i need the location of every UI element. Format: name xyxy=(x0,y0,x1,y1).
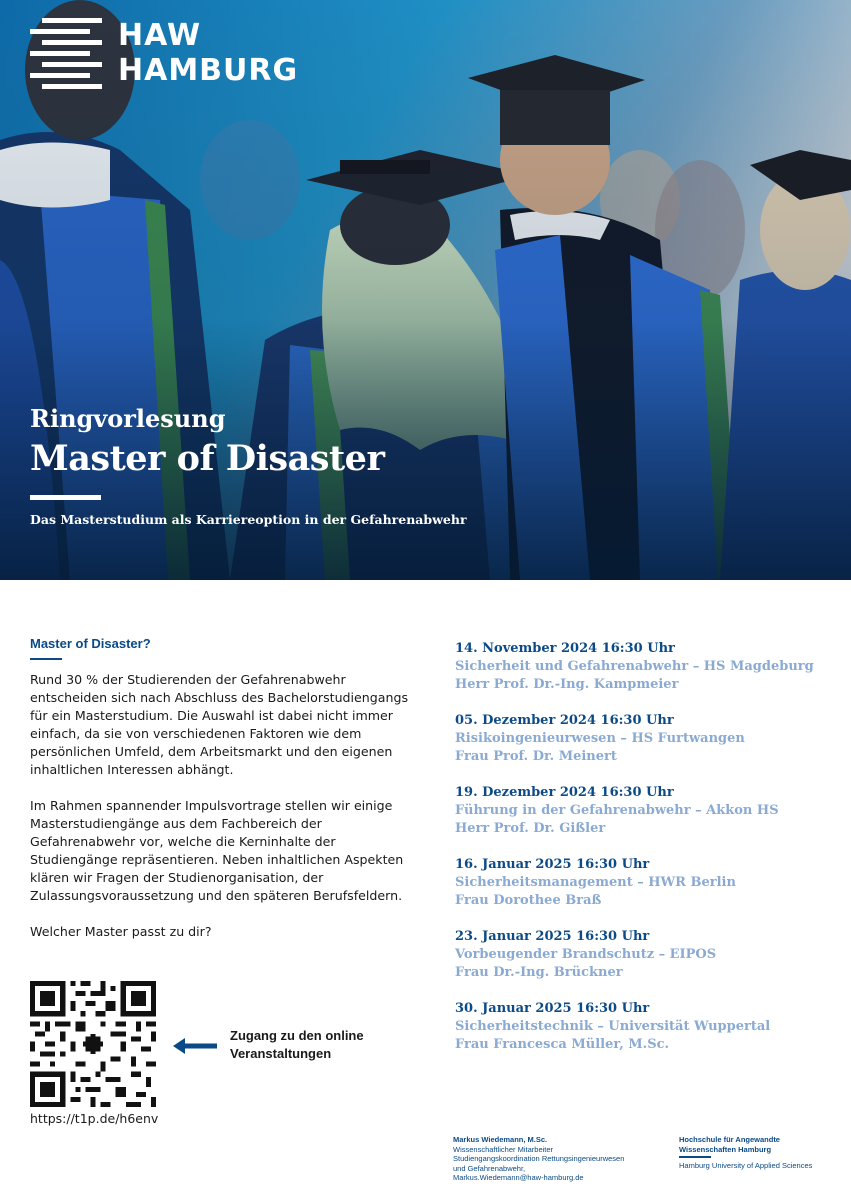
uni-divider xyxy=(679,1156,711,1158)
contact-dept-line2: und Gefahrenabwehr, xyxy=(453,1163,526,1173)
event-item xyxy=(455,784,835,856)
contact-dept-line1: Studiengangskoordination Rettungsingenieurwesen xyxy=(453,1154,625,1163)
event-topic: Führung in der Gefahrenabwehr – Akkon HS xyxy=(455,803,779,818)
event-date: 23. Januar 2025 16:30 Uhr xyxy=(455,929,650,944)
event-item xyxy=(455,928,835,1000)
contact-role: Wissenschaftlicher Mitarbeiter xyxy=(453,1144,554,1154)
logo-text-line2: HAMBURG xyxy=(118,53,299,88)
event-date: 19. Dezember 2024 16:30 Uhr xyxy=(455,785,674,800)
footer-contact xyxy=(453,1135,653,1183)
event-item xyxy=(455,856,835,928)
event-topic: Sicherheitsmanagement – HWR Berlin xyxy=(455,875,736,890)
event-date: 14. November 2024 16:30 Uhr xyxy=(455,641,675,656)
qr-label: Zugang zu den online Veranstaltungen xyxy=(230,1028,364,1061)
uni-name-line2: Wissenschaften Hamburg xyxy=(679,1144,772,1154)
event-date: 16. Januar 2025 16:30 Uhr xyxy=(455,857,650,872)
event-topic: Risikoingenieurwesen – HS Furtwangen xyxy=(455,731,745,746)
hero-title-small: Ringvorlesung xyxy=(30,404,226,433)
logo-text-line1: HAW xyxy=(118,18,202,53)
haw-hamburg-logo xyxy=(30,18,320,92)
event-item xyxy=(455,1000,835,1072)
hero-banner xyxy=(0,0,851,580)
qr-code-icon[interactable] xyxy=(30,981,156,1107)
contact-name: Markus Wiedemann, M.Sc. xyxy=(453,1135,548,1144)
event-topic: Vorbeugender Brandschutz – EIPOS xyxy=(455,947,717,962)
event-speaker: Herr Prof. Dr. Gißler xyxy=(455,821,606,836)
contact-email-link[interactable]: Markus.Wiedemann@haw-hamburg.de xyxy=(453,1173,584,1182)
intro-paragraph-2: Im Rahmen spannender Impulsvortrage stellen wir einige Masterstudiengänge aus dem Fachbereich der Gefahrenabwehr vor, welche die Kerninhalte der Studiengänge repräsentieren. Neben inhaltlichen Aspekten klären wir Fragen der Studienorganisation, der Zulassungsvoraussetzung und den späteren Berufsfeldern. xyxy=(30,798,404,903)
event-item xyxy=(455,640,835,712)
uni-name-english: Hamburg University of Applied Sciences xyxy=(679,1161,813,1170)
event-speaker: Frau Dr.-Ing. Brückner xyxy=(455,965,623,980)
hero-subtitle: Das Masterstudium als Karriereoption in der Gefahrenabwehr xyxy=(30,512,467,527)
events-list xyxy=(455,640,835,1072)
event-speaker: Frau Francesca Müller, M.Sc. xyxy=(455,1037,670,1052)
event-item xyxy=(455,712,835,784)
intro-divider xyxy=(30,658,62,660)
event-topic: Sicherheitstechnik – Universität Wuppertal xyxy=(455,1019,771,1034)
qr-url-link[interactable]: https://t1p.de/h6env xyxy=(30,1111,159,1126)
hero-divider xyxy=(30,495,101,500)
intro-paragraph-3: Welcher Master passt zu dir? xyxy=(30,924,212,939)
event-speaker: Frau Dorothee Braß xyxy=(455,893,602,908)
footer-university xyxy=(679,1135,829,1171)
arrow-left-icon xyxy=(173,1038,217,1054)
event-speaker: Frau Prof. Dr. Meinert xyxy=(455,749,617,764)
intro-heading: Master of Disaster? xyxy=(30,636,151,651)
event-speaker: Herr Prof. Dr.-Ing. Kampmeier xyxy=(455,677,679,692)
event-date: 30. Januar 2025 16:30 Uhr xyxy=(455,1001,650,1016)
uni-name-line1: Hochschule für Angewandte xyxy=(679,1135,780,1144)
hero-title: Master of Disaster xyxy=(30,438,385,479)
event-date: 05. Dezember 2024 16:30 Uhr xyxy=(455,713,674,728)
event-topic: Sicherheit und Gefahrenabwehr – HS Magdeburg xyxy=(455,659,814,674)
logo-bars-icon xyxy=(30,18,102,92)
intro-paragraph-1: Rund 30 % der Studierenden der Gefahrenabwehr entscheiden sich nach Abschluss des Bachelorstudiengangs für ein Masterstudium. Die Auswahl ist dabei nicht immer einfach, da sie von verschiedenen Faktoren wie dem persönlichen Umfeld, dem Arbeitsmarkt und den eigenen inhaltlichen Interessen abhängt. xyxy=(30,672,409,777)
